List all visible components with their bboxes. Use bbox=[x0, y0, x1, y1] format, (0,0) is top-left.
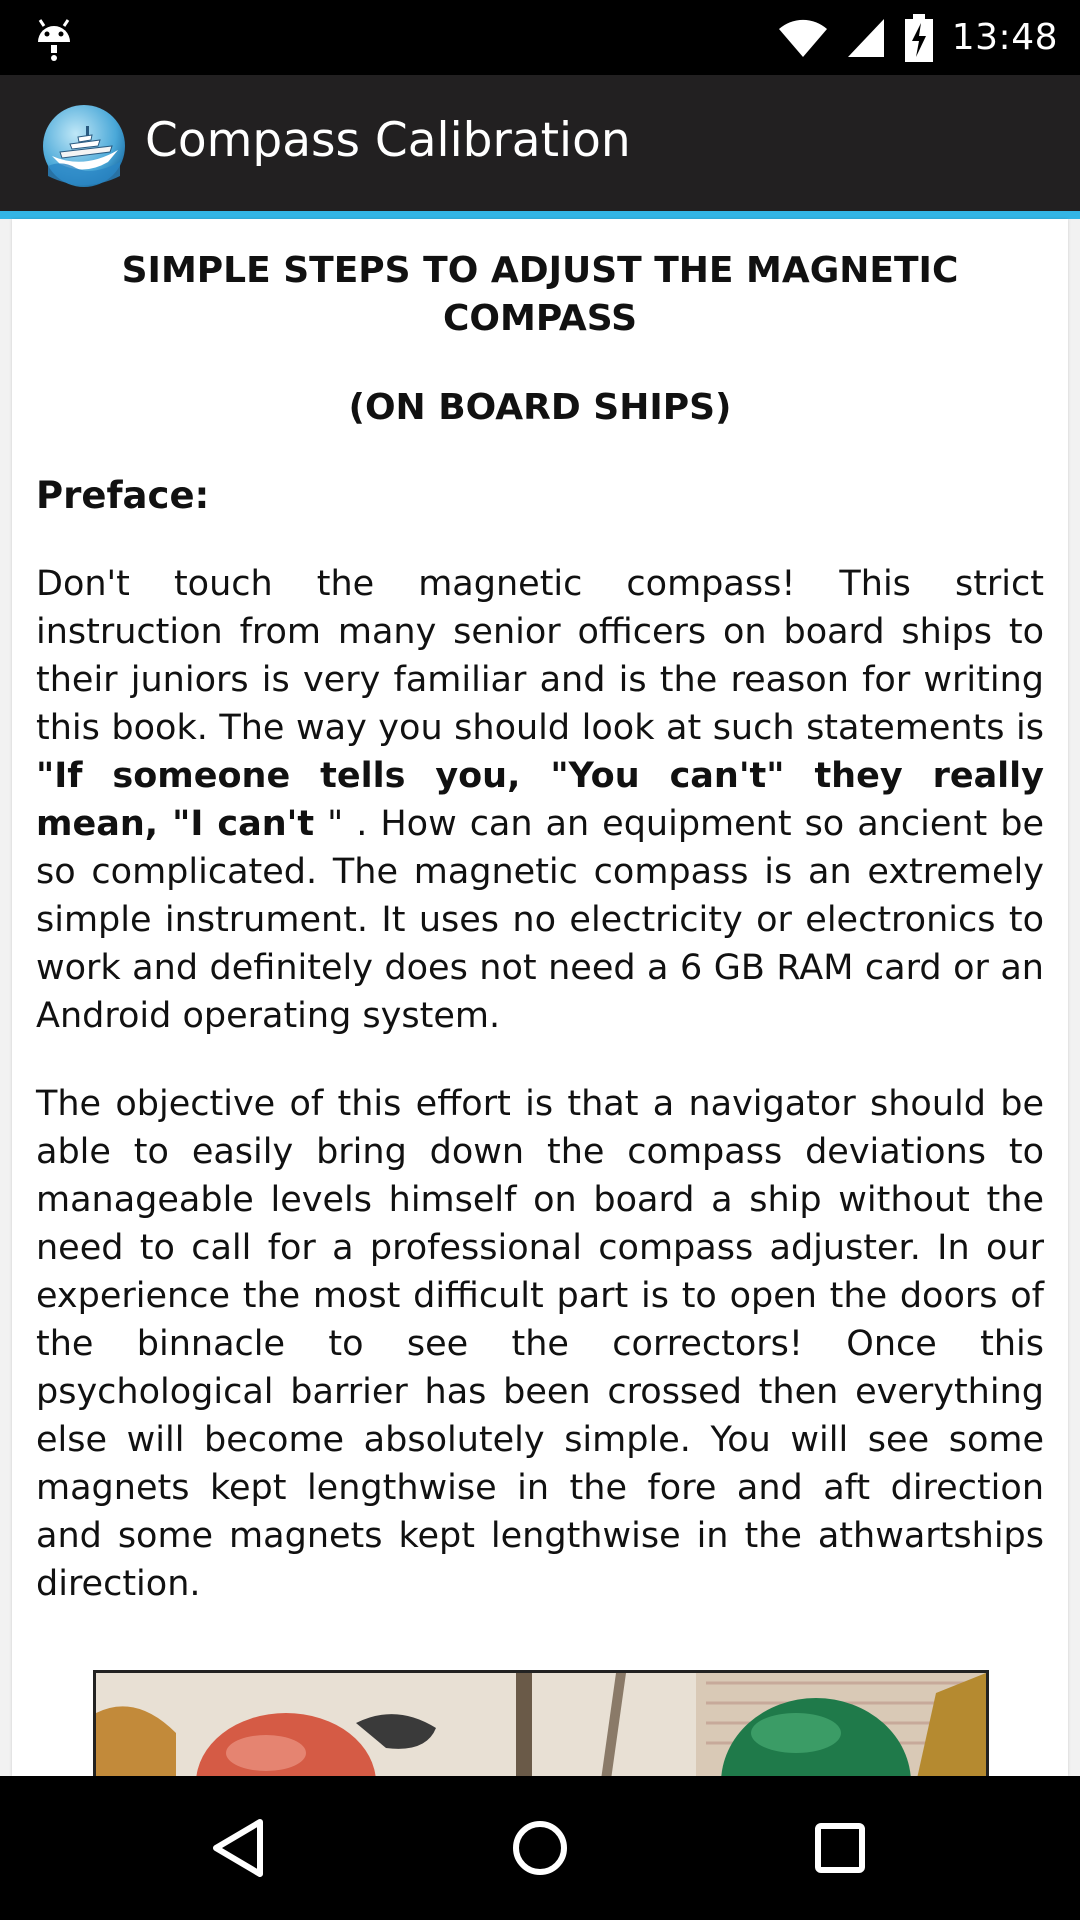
app-title: Compass Calibration bbox=[145, 113, 631, 168]
binnacle-correctors-photo bbox=[93, 1670, 989, 1776]
paragraph-2: The objective of this effort is that a navigator should be able to easily bring down the compass deviations to manageable levels himself on board a ship without the need to call for a professional compass adjuster. In our experience the most difficult part is to open the doors of the binnacle to see the correctors! Once this psychological barrier has been crossed then everything else will become absolutely simple. You will see some magnets kept lengthwise in the fore and aft direction and some magnets kept lengthwise in the athwartships direction. bbox=[36, 1084, 1044, 1604]
preface-label: Preface: bbox=[36, 474, 210, 517]
status-bar bbox=[0, 0, 1080, 75]
navigation-bar bbox=[0, 1776, 1080, 1920]
status-icons bbox=[778, 0, 1058, 75]
recents-icon[interactable] bbox=[804, 1812, 876, 1884]
app-bar-accent-line bbox=[0, 211, 1080, 219]
ship-app-icon[interactable] bbox=[42, 104, 126, 188]
paragraph-1-bold-quote: "If someone tells you, "You can't" they really mean, "I can't bbox=[36, 756, 1044, 844]
status-time: 13:48 bbox=[951, 17, 1058, 58]
paragraph-1-text-b: " . How can an equipment so ancient be so complicated. The magnetic compass is an extremely simple instrument. It uses no electricity or electronics to work and definitely does not need a 6 GB RAM card or an Android operating system. bbox=[36, 804, 1044, 1036]
article-content[interactable] bbox=[12, 219, 1068, 1776]
android-debug-icon bbox=[34, 14, 74, 62]
home-icon[interactable] bbox=[504, 1812, 576, 1884]
battery-charging-icon bbox=[904, 14, 934, 62]
cell-signal-icon bbox=[846, 17, 886, 59]
back-icon[interactable] bbox=[204, 1812, 276, 1884]
article-body bbox=[12, 219, 1068, 1608]
article-heading: SIMPLE STEPS TO ADJUST THE MAGNETIC COMPASS bbox=[121, 250, 959, 339]
paragraph-1 bbox=[36, 560, 1044, 1040]
article-subheading: (ON BOARD SHIPS) bbox=[348, 387, 732, 428]
paragraph-1-text-a: Don't touch the magnetic compass! This strict instruction from many senior officers on board ships to their juniors is very familiar and is the reason for writing this book. The way you should look at such statements is bbox=[36, 564, 1044, 748]
wifi-icon bbox=[778, 17, 828, 59]
